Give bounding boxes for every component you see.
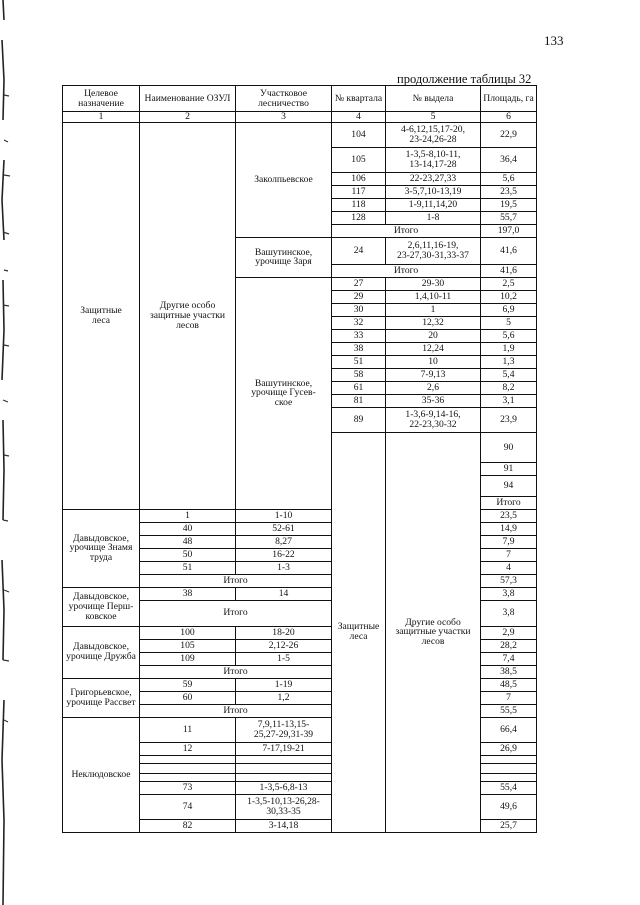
table-cell: 48 xyxy=(140,535,236,548)
table-cell: 5,4 xyxy=(481,368,537,381)
table-cell xyxy=(140,755,236,763)
table-cell: 58 xyxy=(332,368,386,381)
table-cell: 3,8 xyxy=(481,587,537,600)
table-cell: Вашутинское, урочище Гусев- ское xyxy=(236,277,332,509)
table-cell: 14,9 xyxy=(481,522,537,535)
table-cell: 48,5 xyxy=(481,678,537,691)
table-cell: 51 xyxy=(140,561,236,574)
table-cell xyxy=(481,773,537,781)
table-cell: 7 xyxy=(481,691,537,704)
table-cell: Итого xyxy=(481,496,537,509)
table-cell: 1 xyxy=(140,509,236,522)
table-cell: Защитные леса xyxy=(63,122,140,509)
table-cell: 118 xyxy=(332,198,386,211)
table-cell: 8,27 xyxy=(236,535,332,548)
table-cell: 7 xyxy=(481,548,537,561)
table-cell: Давыдовское, урочище Знамя труда xyxy=(63,509,140,587)
table-header xyxy=(63,86,537,123)
table-cell: 89 xyxy=(332,407,386,432)
table-cell xyxy=(481,763,537,773)
table-cell: 5 xyxy=(481,316,537,329)
table-cell: 23,5 xyxy=(481,185,537,198)
table-cell: 52-61 xyxy=(236,522,332,535)
table-cell: 55,4 xyxy=(481,781,537,794)
header-quarter-number: № квартала xyxy=(332,86,386,112)
table-cell: Итого xyxy=(140,704,332,717)
table-cell: 2,6,11,16-19, 23-27,30-31,33-37 xyxy=(386,237,481,264)
table-cell: 7,9,11-13,15- 25,27-29,31-39 xyxy=(236,717,332,742)
table-cell: 2,9 xyxy=(481,626,537,639)
table-cell: Итого xyxy=(140,574,332,587)
table-cell: 60 xyxy=(140,691,236,704)
table-cell xyxy=(236,763,332,773)
header-allotment-number: № выдела xyxy=(386,86,481,112)
table-cell: 74 xyxy=(140,794,236,819)
table-cell: 25,7 xyxy=(481,819,537,832)
table-cell: 117 xyxy=(332,185,386,198)
table-cell: Вашутинское, урочище Заря xyxy=(236,237,332,277)
table-continuation-label: продолжение таблицы 32 xyxy=(397,72,532,86)
table-cell: 6,9 xyxy=(481,303,537,316)
table-cell xyxy=(236,755,332,763)
table-cell: Итого xyxy=(140,665,332,678)
table-cell: 5,6 xyxy=(481,172,537,185)
table-cell: Давыдовское, урочище Дружба xyxy=(63,626,140,678)
table-cell: 91 xyxy=(481,463,537,476)
table-cell: 51 xyxy=(332,355,386,368)
table-cell: 1-3,5-8,10-11, 13-14,17-28 xyxy=(386,147,481,172)
table-cell: 61 xyxy=(332,381,386,394)
table-cell: 4-6,12,15,17-20, 23-24,26-28 xyxy=(386,122,481,147)
table-cell: 1,3 xyxy=(481,355,537,368)
table-cell: 106 xyxy=(332,172,386,185)
table-cell: Защитные леса xyxy=(332,432,386,832)
table-cell: 12,32 xyxy=(386,316,481,329)
table-cell: 1-3 xyxy=(236,561,332,574)
table-cell: 94 xyxy=(481,476,537,497)
column-number-row xyxy=(63,112,537,123)
table-cell: 12 xyxy=(140,742,236,755)
table-cell: 10 xyxy=(386,355,481,368)
table-cell: 3,8 xyxy=(481,600,537,626)
table-cell: 10,2 xyxy=(481,290,537,303)
table-cell: 128 xyxy=(332,211,386,224)
table-cell: 20 xyxy=(386,329,481,342)
table-cell: 3-14,18 xyxy=(236,819,332,832)
table-cell: 40 xyxy=(140,522,236,535)
table-cell: 22,9 xyxy=(481,122,537,147)
table-cell xyxy=(481,755,537,763)
table-cell: 66,4 xyxy=(481,717,537,742)
table-cell: 105 xyxy=(332,147,386,172)
table-cell: Давыдовское, урочище Перш- ковское xyxy=(63,587,140,626)
table-cell: 2,5 xyxy=(481,277,537,290)
scan-edge-marks xyxy=(0,0,14,905)
table-cell: 1 xyxy=(386,303,481,316)
table-cell: 50 xyxy=(140,548,236,561)
table-cell: 90 xyxy=(481,432,537,462)
header-district-forestry: Участковое лесничество xyxy=(236,86,332,112)
table-cell: Итого xyxy=(332,224,481,237)
column-number: 1 xyxy=(63,112,140,123)
header-row xyxy=(63,86,537,112)
table-cell: 5,6 xyxy=(481,329,537,342)
table-cell: 4 xyxy=(481,561,537,574)
table-cell: Заколпьевское xyxy=(236,122,332,237)
table-cell: 27 xyxy=(332,277,386,290)
table-cell: 11 xyxy=(140,717,236,742)
table-cell: 197,0 xyxy=(481,224,537,237)
table-cell: 1-5 xyxy=(236,652,332,665)
column-number: 2 xyxy=(140,112,236,123)
table-cell: 38 xyxy=(140,587,236,600)
table-cell: Другие особо защитные участки лесов xyxy=(140,122,236,509)
page-number: 133 xyxy=(544,33,564,48)
table-cell: 30 xyxy=(332,303,386,316)
header-purpose: Целевое назначение xyxy=(63,86,140,112)
table-cell: 81 xyxy=(332,394,386,407)
table-cell: 105 xyxy=(140,639,236,652)
table-cell: 28,2 xyxy=(481,639,537,652)
table-cell: Григорьевское, урочище Рассвет xyxy=(63,678,140,717)
table-cell: 2,12-26 xyxy=(236,639,332,652)
table-cell: 7,9 xyxy=(481,535,537,548)
table-cell: 59 xyxy=(140,678,236,691)
table-cell: 38,5 xyxy=(481,665,537,678)
table-cell: 73 xyxy=(140,781,236,794)
table-cell: 100 xyxy=(140,626,236,639)
table-cell: 7-17,19-21 xyxy=(236,742,332,755)
header-ozul-name: Наименование ОЗУЛ xyxy=(140,86,236,112)
table-cell: 1,9 xyxy=(481,342,537,355)
table-cell: 23,9 xyxy=(481,407,537,432)
table-cell: 14 xyxy=(236,587,332,600)
table-cell: 104 xyxy=(332,122,386,147)
table-cell: 1,2 xyxy=(236,691,332,704)
table-cell: 41,6 xyxy=(481,264,537,277)
table-cell: 7,4 xyxy=(481,652,537,665)
table-cell: 29 xyxy=(332,290,386,303)
table-cell: 3,1 xyxy=(481,394,537,407)
table-cell: 55,5 xyxy=(481,704,537,717)
table-cell: 18-20 xyxy=(236,626,332,639)
table-cell: 12,24 xyxy=(386,342,481,355)
table-cell: 33 xyxy=(332,329,386,342)
table-cell: 8,2 xyxy=(481,381,537,394)
table-cell: 22-23,27,33 xyxy=(386,172,481,185)
table-cell: 57,3 xyxy=(481,574,537,587)
table-cell: 1-3,6-9,14-16, 22-23,30-32 xyxy=(386,407,481,432)
table-cell: 16-22 xyxy=(236,548,332,561)
table-cell: Неклюдовское xyxy=(63,717,140,832)
table-body xyxy=(63,122,537,832)
header-area-ha: Площадь, га xyxy=(481,86,537,112)
table-row xyxy=(63,122,537,147)
table-cell: 41,6 xyxy=(481,237,537,264)
forest-plots-table xyxy=(62,85,537,833)
column-number: 6 xyxy=(481,112,537,123)
table-cell xyxy=(140,763,236,773)
table-cell: 23,5 xyxy=(481,509,537,522)
table-cell: 1-8 xyxy=(386,211,481,224)
table-cell: 26,9 xyxy=(481,742,537,755)
table-cell: 49,6 xyxy=(481,794,537,819)
table-cell: 38 xyxy=(332,342,386,355)
table-cell: 1-10 xyxy=(236,509,332,522)
table-cell: 7-9,13 xyxy=(386,368,481,381)
table-cell: 3-5,7,10-13,19 xyxy=(386,185,481,198)
table-cell: 29-30 xyxy=(386,277,481,290)
table-cell: 24 xyxy=(332,237,386,264)
table-cell xyxy=(140,773,236,781)
table-cell: 1,4,10-11 xyxy=(386,290,481,303)
table-cell: 2,6 xyxy=(386,381,481,394)
table-cell: Итого xyxy=(332,264,481,277)
table-cell: 1-19 xyxy=(236,678,332,691)
table-cell: 109 xyxy=(140,652,236,665)
table-cell: 1-3,5-6,8-13 xyxy=(236,781,332,794)
table-cell: 36,4 xyxy=(481,147,537,172)
table-cell: Итого xyxy=(140,600,332,626)
table-cell: 82 xyxy=(140,819,236,832)
table-cell: Другие особо защитные участки лесов xyxy=(386,432,481,832)
table-cell: 19,5 xyxy=(481,198,537,211)
column-number: 3 xyxy=(236,112,332,123)
table-cell xyxy=(236,773,332,781)
column-number: 5 xyxy=(386,112,481,123)
table-cell: 1-9,11,14,20 xyxy=(386,198,481,211)
column-number: 4 xyxy=(332,112,386,123)
table-cell: 35-36 xyxy=(386,394,481,407)
table-cell: 1-3,5-10,13-26,28- 30,33-35 xyxy=(236,794,332,819)
table-cell: 32 xyxy=(332,316,386,329)
table-cell: 55,7 xyxy=(481,211,537,224)
